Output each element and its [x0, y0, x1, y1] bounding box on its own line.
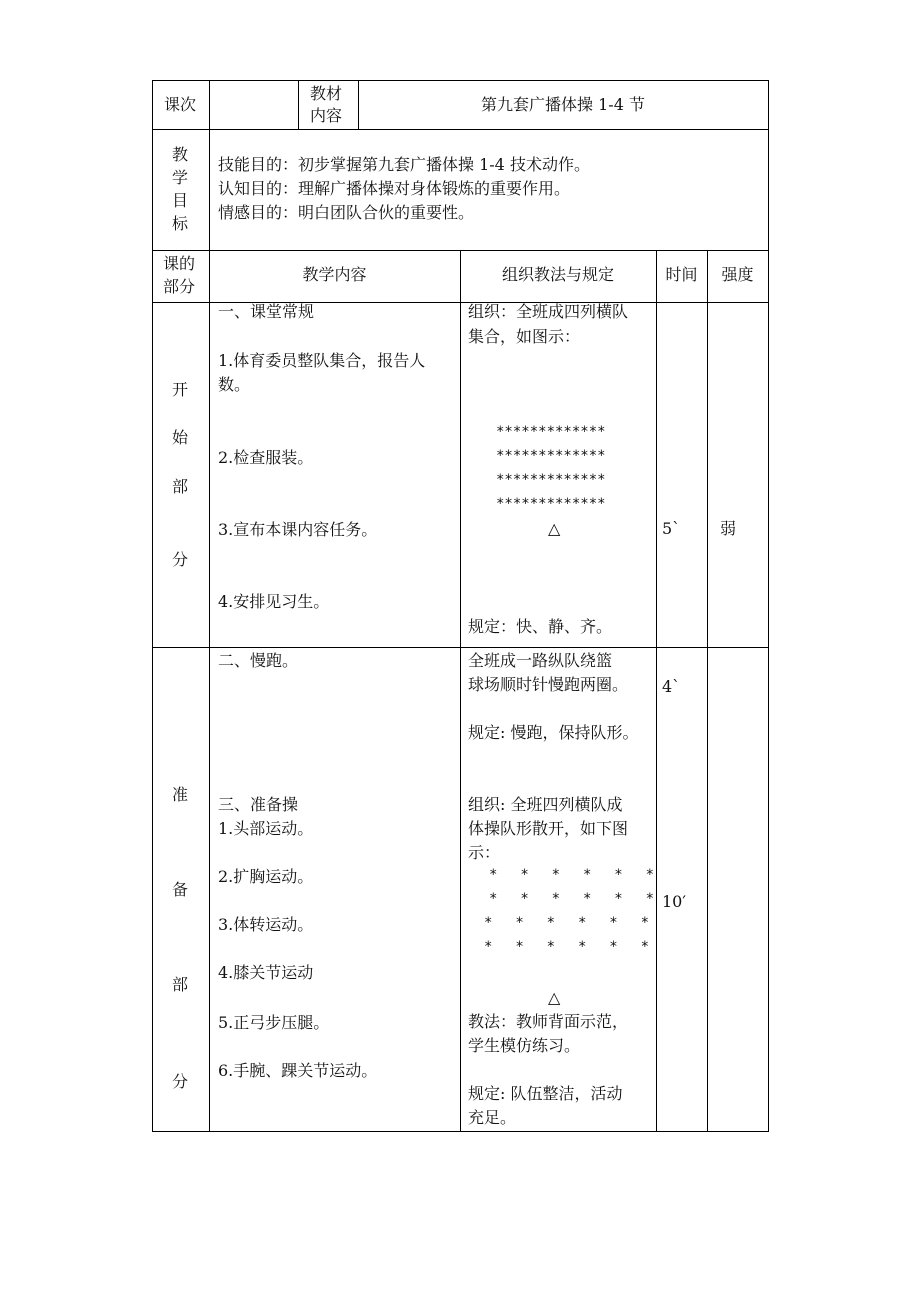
org-rule: 规定: 慢跑，保持队形。 — [468, 723, 639, 742]
content-item: 3.体转运动。 — [218, 915, 314, 934]
content-item: 4.膝关节运动 — [218, 963, 314, 982]
section-label: 分 — [172, 550, 189, 569]
col-header-organization: 组织教法与规定 — [501, 265, 614, 284]
org-rule: 规定: 队伍整洁，活动 — [468, 1084, 623, 1103]
content-item: 5.正弓步压腿。 — [218, 1013, 330, 1032]
content-item: 一、课堂常规 — [218, 302, 315, 321]
formation-row: ************* — [496, 448, 606, 464]
objective-skill: 技能目的：初步掌握第九套广播体操 1-4 技术动作。 — [218, 155, 590, 174]
content-item: 二、慢跑。 — [218, 651, 299, 670]
time-value: 4` — [662, 677, 681, 696]
content-item: 1.体育委员整队集合，报告人 — [218, 351, 426, 370]
section-label: 部 — [172, 477, 189, 496]
table-border — [152, 80, 153, 1132]
row-divider — [152, 129, 769, 130]
col-divider — [707, 250, 708, 1132]
col-header-time: 时间 — [665, 265, 698, 284]
time-value: 10′ — [662, 892, 686, 911]
col-header-part: 课的 — [163, 254, 196, 273]
org-rule: 充足。 — [468, 1108, 517, 1127]
material-value: 第九套广播体操 1-4 节 — [481, 95, 645, 114]
section-label: 始 — [172, 428, 189, 447]
content-item: 数。 — [218, 375, 251, 394]
objective-cognitive: 认知目的：理解广播体操对身体锻炼的重要作用。 — [218, 179, 571, 198]
formation-row: ************* — [496, 424, 606, 440]
formation-row: * * * * * * — [489, 867, 654, 883]
teacher-marker: △ — [548, 988, 561, 1007]
org-rule: 规定：快、静、齐。 — [468, 617, 613, 636]
col-header-intensity: 强度 — [721, 265, 754, 284]
objectives-label: 学 — [172, 168, 189, 187]
formation-row: ************* — [496, 496, 606, 512]
content-item: 3.宣布本课内容任务。 — [218, 520, 378, 539]
section-label: 部 — [172, 975, 189, 994]
teacher-marker: △ — [548, 519, 561, 538]
intensity-value: 弱 — [720, 519, 737, 538]
col-divider — [460, 250, 461, 1132]
objectives-label: 教 — [172, 145, 189, 164]
time-value: 5` — [662, 519, 681, 538]
content-item: 1.头部运动。 — [218, 819, 314, 838]
formation-row: * * * * * * — [489, 891, 654, 907]
formation-row: * * * * * * — [484, 939, 649, 955]
org-text: 组织：全班成四列横队 — [468, 302, 629, 321]
section-label: 开 — [172, 380, 189, 399]
objectives-label: 标 — [172, 214, 189, 233]
section-label: 分 — [172, 1072, 189, 1091]
col-divider — [209, 80, 210, 1132]
objective-emotional: 情感目的：明白团队合伙的重要性。 — [218, 203, 475, 222]
org-method: 教法：教师背面示范， — [468, 1012, 629, 1031]
col-divider — [656, 250, 657, 1132]
org-text: 体操队形散开，如下图 — [468, 819, 629, 838]
org-text: 示： — [468, 843, 501, 862]
section-label: 准 — [172, 785, 189, 804]
objectives-label: 目 — [172, 191, 189, 210]
org-text: 全班成一路纵队绕篮 — [468, 651, 613, 670]
org-text: 球场顺时针慢跑两圈。 — [468, 675, 629, 694]
formation-row: * * * * * * — [484, 915, 649, 931]
content-item: 4.安排见习生。 — [218, 592, 330, 611]
org-text: 组织: 全班四列横队成 — [468, 795, 623, 814]
col-divider — [298, 80, 299, 129]
lesson-no-label: 课次 — [164, 95, 197, 114]
org-method: 学生模仿练习。 — [468, 1036, 581, 1055]
col-header-content: 教学内容 — [302, 265, 367, 284]
content-item: 2.扩胸运动。 — [218, 867, 314, 886]
col-header-part: 部分 — [163, 277, 196, 296]
content-item: 2.检查服装。 — [218, 448, 314, 467]
table-border — [152, 80, 769, 81]
material-label: 教材 — [310, 84, 343, 103]
org-text: 集合，如图示： — [468, 327, 581, 346]
material-label: 内容 — [310, 106, 343, 125]
table-border — [768, 80, 769, 1132]
content-item: 三、准备操 — [218, 795, 299, 814]
content-item: 6.手腕、踝关节运动。 — [218, 1061, 378, 1080]
formation-row: ************* — [496, 472, 606, 488]
section-label: 备 — [172, 880, 189, 899]
